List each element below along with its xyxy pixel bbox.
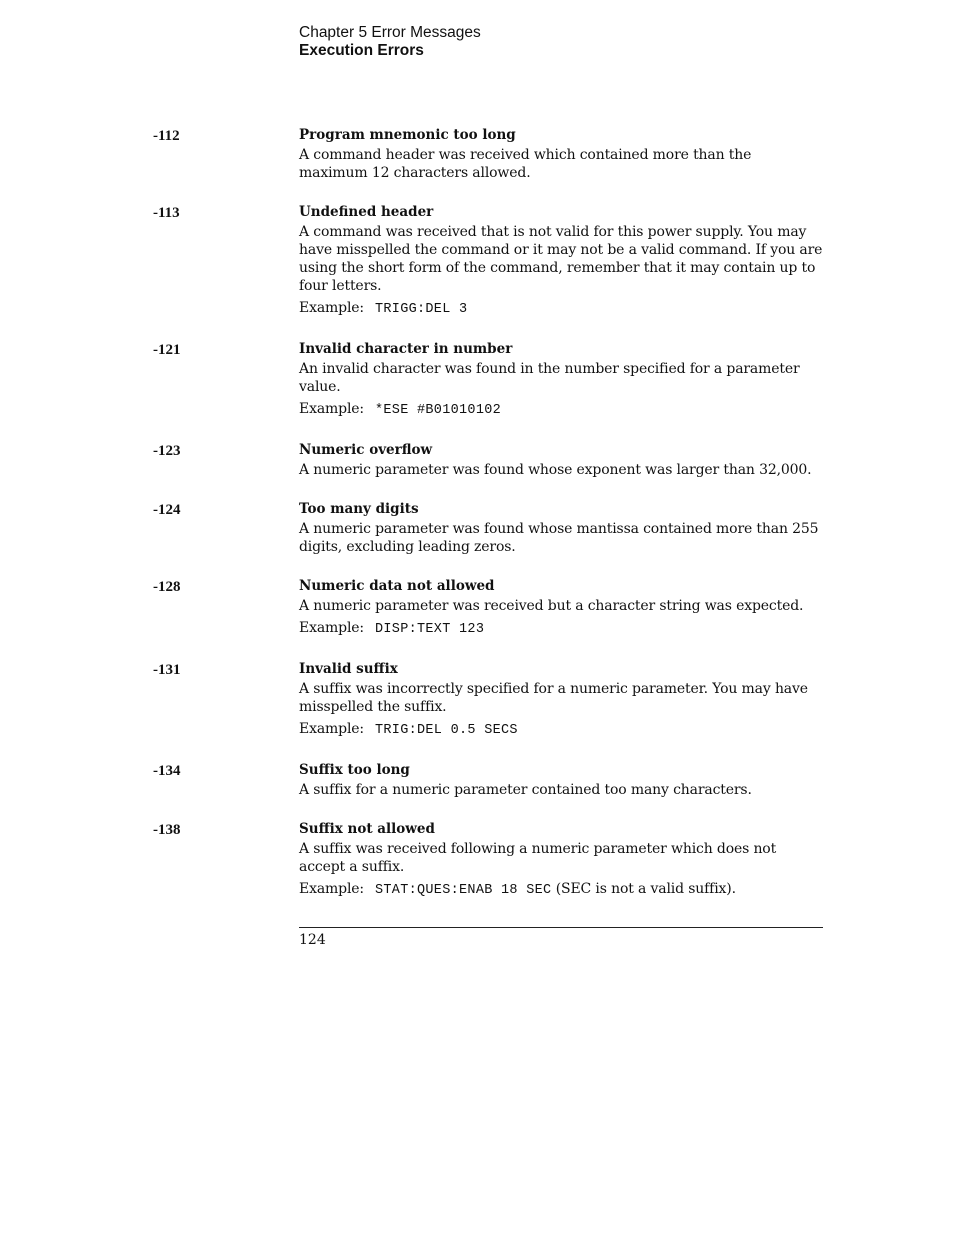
error-title: Too many digits: [299, 501, 419, 517]
error-description: A numeric parameter was found whose exponent was larger than 32,000.: [299, 462, 812, 478]
error-list: [0, 126, 954, 921]
footer-divider: [299, 927, 823, 928]
error-description: An invalid character was found in the number specified for a parameter value.: [299, 361, 800, 395]
error-example: [299, 619, 824, 639]
example-label: Example:: [299, 300, 364, 316]
error-description: A numeric parameter was received but a character string was expected.: [299, 598, 804, 614]
example-label: Example:: [299, 881, 364, 897]
error-code: -134: [153, 763, 181, 779]
example-note: (SEC is not a valid suffix).: [551, 881, 736, 897]
page-header: [299, 24, 481, 60]
error-example: [299, 400, 824, 420]
error-title: Program mnemonic too long: [299, 127, 516, 143]
error-title: Suffix not allowed: [299, 821, 435, 837]
example-code: *ESE #B01010102: [375, 403, 502, 418]
error-entry: [0, 660, 954, 740]
error-code: -112: [153, 128, 180, 144]
error-code: -113: [153, 205, 180, 221]
example-code: TRIG:DEL 0.5 SECS: [375, 723, 518, 738]
error-entry: [0, 203, 954, 319]
error-code: -138: [153, 822, 181, 838]
error-entry: [0, 820, 954, 900]
example-label: Example:: [299, 620, 364, 636]
error-code: -123: [153, 443, 181, 459]
chapter-title: Chapter 5 Error Messages: [299, 24, 481, 41]
error-entry: [0, 441, 954, 479]
example-code: DISP:TEXT 123: [375, 622, 485, 637]
error-description: A command header was received which contained more than the maximum 12 characters allowed.: [299, 147, 752, 181]
error-code: -128: [153, 579, 181, 595]
error-title: Numeric data not allowed: [299, 578, 495, 594]
error-title: Invalid character in number: [299, 341, 513, 357]
error-code: -131: [153, 662, 181, 678]
error-description: A command was received that is not valid for this power supply. You may have misspelled the command or it may not be a valid command. If you are using the short form of the command, remember that it may contain up to four letters.: [299, 224, 823, 294]
error-description: A suffix was incorrectly specified for a numeric parameter. You may have misspelled the suffix.: [299, 681, 808, 715]
error-description: A suffix was received following a numeric parameter which does not accept a suffix.: [299, 841, 777, 875]
error-title: Undefined header: [299, 204, 434, 220]
error-code: -124: [153, 502, 181, 518]
error-entry: [0, 761, 954, 799]
error-entry: [0, 340, 954, 420]
error-entry: [0, 126, 954, 182]
error-title: Invalid suffix: [299, 661, 398, 677]
error-entry: [0, 577, 954, 639]
error-entry: [0, 500, 954, 556]
example-label: Example:: [299, 401, 364, 417]
error-example: [299, 720, 824, 740]
error-example: [299, 880, 824, 900]
error-code: -121: [153, 342, 181, 358]
error-title: Suffix too long: [299, 762, 410, 778]
example-label: Example:: [299, 721, 364, 737]
example-code: STAT:QUES:ENAB 18 SEC: [375, 883, 552, 898]
page-number: 124: [299, 932, 326, 948]
example-code: TRIGG:DEL 3: [375, 302, 468, 317]
error-description: A numeric parameter was found whose mantissa contained more than 255 digits, excluding leading zeros.: [299, 521, 819, 555]
error-description: A suffix for a numeric parameter contained too many characters.: [299, 782, 752, 798]
section-title: Execution Errors: [299, 42, 424, 59]
error-example: [299, 299, 824, 319]
error-title: Numeric overflow: [299, 442, 433, 458]
